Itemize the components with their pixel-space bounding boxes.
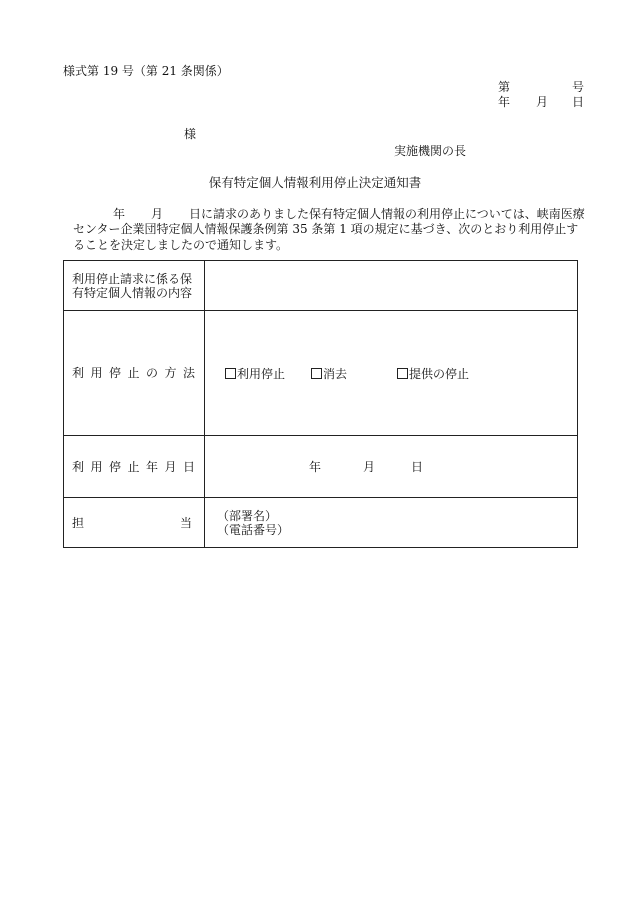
document-number-suffix: 号 <box>572 80 585 94</box>
contact-label-cell <box>64 498 205 548</box>
checkbox-icon[interactable] <box>397 368 408 379</box>
stop-date-year: 年 <box>309 460 322 474</box>
option-stop-use-label: 利用停止 <box>237 366 286 381</box>
content-label-cell <box>64 261 205 311</box>
department-label: （部署名） <box>217 508 278 523</box>
method-label: 利用停止の方法 <box>64 311 205 436</box>
option-stop-provision-label: 提供の停止 <box>409 366 470 381</box>
form-number: 様式第 19 号（第 21 条関係） <box>63 64 229 78</box>
form-table <box>63 260 578 548</box>
option-stop-use[interactable] <box>225 365 311 382</box>
document-number-prefix: 第 <box>498 80 511 94</box>
body-year-label: 年 <box>113 207 126 221</box>
issue-date-year: 年 <box>498 95 511 109</box>
contact-label-left: 担 <box>72 516 85 530</box>
option-erase[interactable] <box>311 365 397 382</box>
stop-date-month: 月 <box>363 460 376 474</box>
document-title: 保有特定個人情報利用停止決定通知書 <box>208 175 422 190</box>
content-label-line-1: 利用停止請求に係る保 <box>72 271 193 286</box>
table-row <box>64 498 578 548</box>
checkbox-icon[interactable] <box>311 368 322 379</box>
body-line-3: ることを決定しましたので通知します。 <box>73 238 289 252</box>
content-label-line-2: 有特定個人情報の内容 <box>72 285 193 300</box>
issue-date-day: 日 <box>572 95 585 109</box>
option-erase-label: 消去 <box>323 366 348 381</box>
method-options-cell <box>205 311 578 436</box>
content-value-cell[interactable] <box>205 261 578 311</box>
phone-label: （電話番号） <box>217 522 290 537</box>
issue-date-month: 月 <box>536 95 549 109</box>
body-text-1: 日に請求のありました保有特定個人情報の利用停止については、峡南医療 <box>189 207 585 221</box>
body-line-2: センター企業団特定個人情報保護条例第 35 条第 1 項の規定に基づき、次のとおり利用停止す <box>73 222 579 236</box>
table-row <box>64 311 578 436</box>
option-stop-provision[interactable] <box>397 365 469 382</box>
stop-date-day: 日 <box>411 460 424 474</box>
contact-value-cell[interactable] <box>205 498 578 548</box>
stop-date-cell[interactable] <box>205 436 578 498</box>
recipient-honorific: 様 <box>184 127 197 141</box>
body-line-1 <box>73 207 589 221</box>
table-row <box>64 436 578 498</box>
table-row <box>64 261 578 311</box>
body-month-label: 月 <box>151 207 164 221</box>
checkbox-icon[interactable] <box>225 368 236 379</box>
sender-name: 実施機関の長 <box>394 144 467 158</box>
stop-date-label: 利用停止年月日 <box>64 436 205 498</box>
contact-label-right: 当 <box>179 516 192 530</box>
